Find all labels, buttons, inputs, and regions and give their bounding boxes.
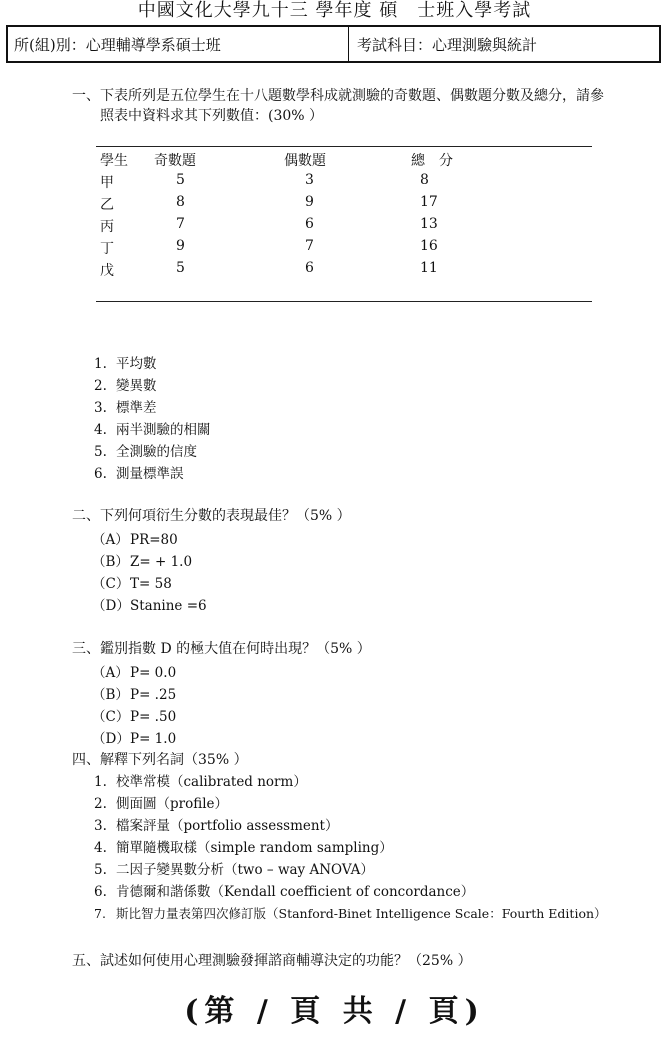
list-item: 3. 檔案評量（portfolio assessment） bbox=[94, 818, 339, 834]
table-row bbox=[96, 216, 592, 238]
table-cell-total: 17 bbox=[420, 194, 438, 210]
list-item: 7. 斯比智力量表第四次修訂版（Stanford-Binet Intelligence Scale：Fourth Edition） bbox=[94, 906, 607, 921]
question-1-items bbox=[94, 353, 211, 485]
score-table bbox=[96, 150, 592, 282]
page-number: (第 / 頁 共 / 頁) bbox=[184, 994, 485, 1029]
table-cell-odd: 8 bbox=[176, 194, 185, 210]
table-cell-even: 6 bbox=[305, 260, 314, 276]
option-d: （D）Stanine =6 bbox=[92, 598, 207, 614]
table-top-rule bbox=[96, 146, 592, 147]
table-header-odd: 奇數題 bbox=[154, 153, 196, 169]
table-cell-even: 9 bbox=[305, 194, 314, 210]
table-cell-odd: 5 bbox=[176, 172, 185, 188]
table-cell-student: 甲 bbox=[100, 175, 114, 191]
table-cell-total: 16 bbox=[420, 238, 438, 254]
table-bottom-rule bbox=[96, 301, 592, 302]
question-3-options bbox=[92, 662, 176, 750]
department-label: 所(組)別：心理輔導學系碩士班 bbox=[8, 27, 349, 61]
subject-label: 考試科目：心理測驗與統計 bbox=[357, 35, 538, 54]
table-row bbox=[96, 172, 592, 194]
option-b: （B）Z= + 1.0 bbox=[92, 554, 193, 570]
table-cell-student: 乙 bbox=[100, 197, 114, 213]
question-1-line-1: 一、下表所列是五位學生在十八題數學科成就測驗的奇數題、偶數題分數及總分，請參 bbox=[72, 88, 604, 104]
question-1 bbox=[72, 86, 662, 126]
table-cell-student: 丙 bbox=[100, 219, 114, 235]
table-cell-odd: 5 bbox=[176, 260, 185, 276]
option-a: （A）PR=80 bbox=[92, 532, 178, 548]
table-cell-total: 11 bbox=[420, 260, 438, 276]
list-item: 4. 簡單隨機取樣（simple random sampling） bbox=[94, 840, 393, 856]
option-a: （A）P= 0.0 bbox=[92, 665, 177, 681]
list-item: 5. 二因子變異數分析（two – way ANOVA） bbox=[94, 862, 374, 878]
option-c: （C）T= 58 bbox=[92, 576, 172, 592]
table-header-even: 偶數題 bbox=[284, 153, 326, 169]
table-cell-odd: 9 bbox=[176, 238, 185, 254]
list-item: 3. 標準差 bbox=[94, 400, 157, 416]
table-header-total: 總 分 bbox=[411, 153, 453, 169]
question-2-options bbox=[92, 529, 207, 617]
table-cell-total: 13 bbox=[420, 216, 438, 232]
exam-header-box bbox=[6, 25, 661, 63]
table-header-row bbox=[96, 150, 592, 172]
list-item: 5. 全測驗的信度 bbox=[94, 444, 197, 460]
table-row bbox=[96, 194, 592, 216]
list-item: 6. 測量標準誤 bbox=[94, 466, 184, 482]
list-item: 2. 變異數 bbox=[94, 378, 157, 394]
option-b: （B）P= .25 bbox=[92, 687, 177, 703]
question-5-stem: 五、試述如何使用心理測驗發揮諮商輔導決定的功能？（25% ） bbox=[72, 953, 472, 969]
question-1-line-2: 照表中資料求其下列數值：(30% ） bbox=[100, 108, 324, 124]
table-cell-even: 6 bbox=[305, 216, 314, 232]
table-header-student: 學生 bbox=[100, 153, 128, 169]
exam-title: 中國文化大學九十三 學年度 碩 士班入學考試 bbox=[137, 0, 532, 21]
list-item: 4. 兩半測驗的相關 bbox=[94, 422, 211, 438]
list-item: 2. 側面圖（profile） bbox=[94, 796, 229, 812]
table-row bbox=[96, 260, 592, 282]
table-cell-even: 7 bbox=[305, 238, 314, 254]
table-cell-even: 3 bbox=[305, 172, 314, 188]
list-item: 1. 平均數 bbox=[94, 356, 157, 372]
list-item: 6. 肯德爾和諧係數（Kendall coefficient of concordance） bbox=[94, 884, 475, 900]
table-cell-student: 戊 bbox=[100, 263, 114, 279]
table-row bbox=[96, 238, 592, 260]
table-cell-student: 丁 bbox=[100, 241, 114, 257]
option-d: （D）P= 1.0 bbox=[92, 731, 177, 747]
list-item: 1. 校準常模（calibrated norm） bbox=[94, 774, 307, 790]
question-4-stem: 四、解釋下列名詞（35% ） bbox=[72, 752, 248, 768]
option-c: （C）P= .50 bbox=[92, 709, 177, 725]
question-2-stem: 二、下列何項衍生分數的表現最佳？（5% ） bbox=[72, 508, 351, 524]
question-3-stem: 三、鑑別指數 D 的極大值在何時出現？（5% ） bbox=[72, 641, 371, 657]
question-4-items bbox=[94, 771, 607, 925]
table-cell-odd: 7 bbox=[176, 216, 185, 232]
table-cell-total: 8 bbox=[420, 172, 429, 188]
